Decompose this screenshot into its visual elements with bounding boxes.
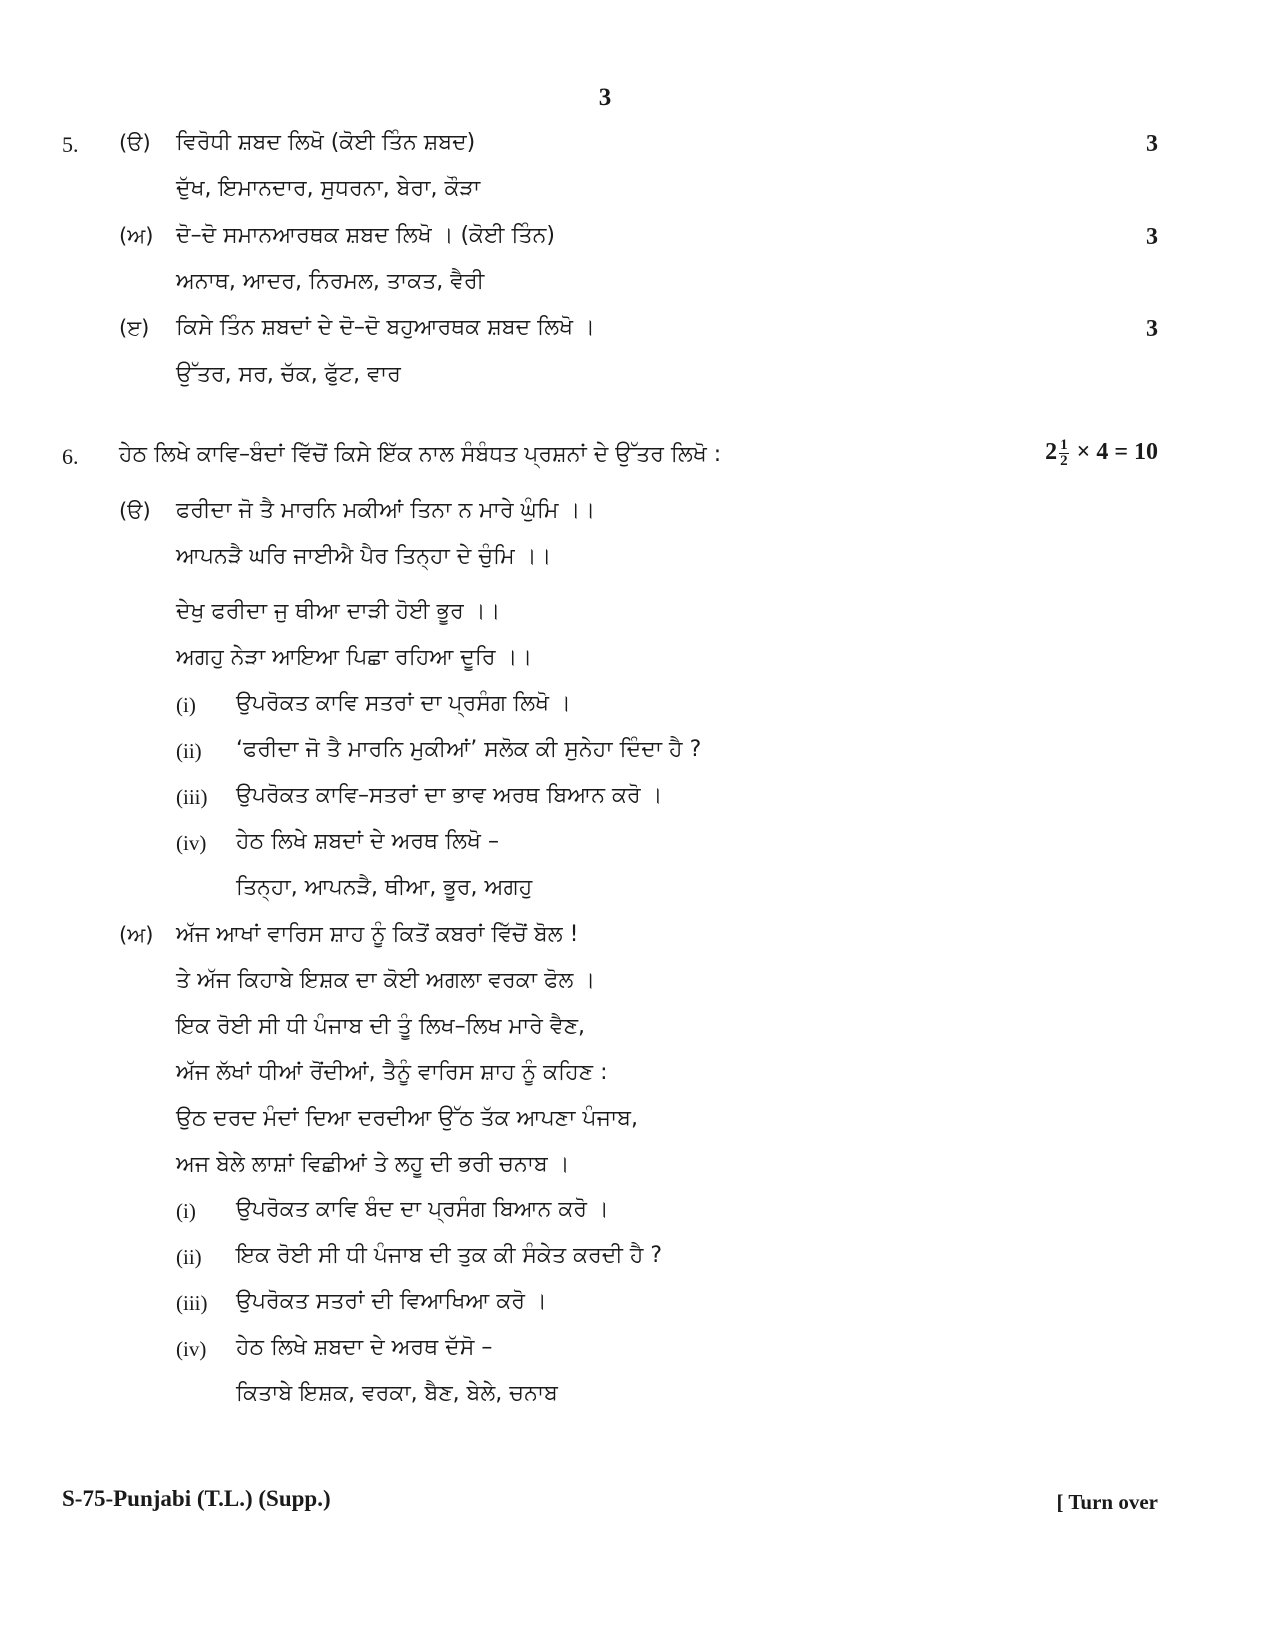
q6-marks-fraction xyxy=(1059,438,1069,469)
q5-part-a-marks: 3 xyxy=(1146,131,1158,157)
q6-part-a-q2-text: ‘ਫਰੀਦਾ ਜੋ ਤੈ ਮਾਰਨਿ ਮੁਕੀਆਂ’ ਸਲੋਕ ਕੀ ਸੁਨੇਹਾ ਦਿੰਦਾ ਹੈ ? xyxy=(236,737,702,762)
q6-instruction: ਹੇਠ ਲਿਖੇ ਕਾਵਿ–ਬੰਦਾਂ ਵਿੱਚੋਂ ਕਿਸੇ ਇੱਕ ਨਾਲ ਸੰਬੰਧਤ ਪ੍ਰਸ਼ਨਾਂ ਦੇ ਉੱਤਰ ਲਿਖੋ : xyxy=(119,442,722,467)
q5-part-c-marks: 3 xyxy=(1146,316,1158,342)
q5-part-b-label: (ਅ) xyxy=(119,224,154,248)
q6-part-b-q4-number: (iv) xyxy=(176,1337,207,1361)
q6-part-a-verse-4: ਅਗਹੁ ਨੇੜਾ ਆਇਆ ਪਿਛਾ ਰਹਿਆ ਦੂਰਿ ।। xyxy=(176,645,533,670)
q6-part-b-q3-number: (iii) xyxy=(176,1291,208,1315)
page-number: 3 xyxy=(598,84,612,111)
q5-part-b-marks: 3 xyxy=(1146,224,1158,250)
q6-part-b-verse-2: ਤੇ ਅੱਜ ਕਿਹਾਬੇ ਇਸ਼ਕ ਦਾ ਕੋਈ ਅਗਲਾ ਵਰਕਾ ਫੋਲ । xyxy=(176,968,596,993)
q5-part-b-instruction: ਦੋ–ਦੋ ਸਮਾਨਆਰਥਕ ਸ਼ਬਦ ਲਿਖੋ । (ਕੋਈ ਤਿੰਨ) xyxy=(176,223,555,248)
q6-part-a-q4-number: (iv) xyxy=(176,831,207,855)
paper-code: S-75-Punjabi (T.L.) (Supp.) xyxy=(62,1486,331,1511)
q5-part-a-words: ਦੁੱਖ, ਇਮਾਨਦਾਰ, ਸੁਧਰਨਾ, ਬੇਰਾ, ਕੌੜਾ xyxy=(176,176,481,201)
q6-marks-rest: × 4 = 10 xyxy=(1076,439,1158,465)
q6-part-a-label: (ੳ) xyxy=(119,499,151,523)
q6-marks xyxy=(1045,437,1158,469)
q6-part-a-verse-2: ਆਪਨੜੈ ਘਰਿ ਜਾਈਐ ਪੈਰ ਤਿਨ੍ਹਾ ਦੇ ਚੁੰਮਿ ।। xyxy=(176,544,552,569)
q5-part-c-label: (ੲ) xyxy=(119,316,150,340)
q6-part-a-q1-text: ਉਪਰੋਕਤ ਕਾਵਿ ਸਤਰਾਂ ਦਾ ਪ੍ਰਸੰਗ ਲਿਖੋ । xyxy=(236,691,571,716)
q6-marks-whole: 2 xyxy=(1045,439,1058,465)
question-5-number: 5. xyxy=(62,132,79,157)
q6-part-b-verse-6: ਅਜ ਬੇਲੇ ਲਾਸ਼ਾਂ ਵਿਛੀਆਂ ਤੇ ਲਹੂ ਦੀ ਭਰੀ ਚਨਾਬ । xyxy=(176,1152,570,1177)
q6-part-a-q3-number: (iii) xyxy=(176,785,208,809)
q6-part-b-verse-5: ਉਠ ਦਰਦ ਮੰਦਾਂ ਦਿਆ ਦਰਦੀਆ ਉੱਠ ਤੱਕ ਆਪਣਾ ਪੰਜਾਬ, xyxy=(176,1106,638,1131)
q6-part-b-verse-4: ਅੱਜ ਲੱਖਾਂ ਧੀਆਂ ਰੋਂਦੀਆਂ, ਤੈਨੂੰ ਵਾਰਿਸ ਸ਼ਾਹ ਨੂੰ ਕਹਿਣ : xyxy=(176,1060,608,1085)
q5-part-b-words: ਅਨਾਥ, ਆਦਰ, ਨਿਰਮਲ, ਤਾਕਤ, ਵੈਰੀ xyxy=(176,269,485,294)
q6-part-b-words: ਕਿਤਾਬੇ ਇਸ਼ਕ, ਵਰਕਾ, ਬੈਣ, ਬੇਲੇ, ਚਨਾਬ xyxy=(236,1381,558,1406)
q6-part-a-q3-text: ਉਪਰੋਕਤ ਕਾਵਿ–ਸਤਰਾਂ ਦਾ ਭਾਵ ਅਰਥ ਬਿਆਨ ਕਰੋ । xyxy=(236,783,663,808)
turn-over: [ Turn over xyxy=(1056,1490,1158,1514)
q6-part-b-q3-text: ਉਪਰੋਕਤ ਸਤਰਾਂ ਦੀ ਵਿਆਖਿਆ ਕਰੋ । xyxy=(236,1289,547,1314)
q5-part-a-instruction: ਵਿਰੋਧੀ ਸ਼ਬਦ ਲਿਖੋ (ਕੋਈ ਤਿੰਨ ਸ਼ਬਦ) xyxy=(176,130,476,155)
q6-part-b-q1-text: ਉਪਰੋਕਤ ਕਾਵਿ ਬੰਦ ਦਾ ਪ੍ਰਸੰਗ ਬਿਆਨ ਕਰੋ । xyxy=(236,1197,609,1222)
q6-marks-denominator: 2 xyxy=(1060,452,1068,469)
q6-part-a-q4-text: ਹੇਠ ਲਿਖੇ ਸ਼ਬਦਾਂ ਦੇ ਅਰਥ ਲਿਖੋ – xyxy=(236,829,499,854)
q6-part-a-verse-3: ਦੇਖੁ ਫਰੀਦਾ ਜੁ ਥੀਆ ਦਾੜੀ ਹੋਈ ਭੂਰ ।। xyxy=(176,599,501,624)
q6-part-a-words: ਤਿਨ੍ਹਾ, ਆਪਨੜੈ, ਥੀਆ, ਭੂਰ, ਅਗਹੁ xyxy=(236,875,533,900)
q6-part-a-q2-number: (ii) xyxy=(176,739,202,763)
q6-part-b-label: (ਅ) xyxy=(119,923,154,947)
question-6-number: 6. xyxy=(62,444,79,469)
q6-part-b-q1-number: (i) xyxy=(176,1199,196,1223)
q6-part-b-q4-text: ਹੇਠ ਲਿਖੇ ਸ਼ਬਦਾ ਦੇ ਅਰਥ ਦੱਸੋ – xyxy=(236,1335,493,1360)
q6-part-b-q2-text: ਇਕ ਰੋਈ ਸੀ ਧੀ ਪੰਜਾਬ ਦੀ ਤੁਕ ਕੀ ਸੰਕੇਤ ਕਰਦੀ ਹੈ ? xyxy=(236,1243,663,1268)
q5-part-c-instruction: ਕਿਸੇ ਤਿੰਨ ਸ਼ਬਦਾਂ ਦੇ ਦੋ–ਦੋ ਬਹੁਆਰਥਕ ਸ਼ਬਦ ਲਿਖੋ । xyxy=(176,315,595,340)
q5-part-c-words: ਉੱਤਰ, ਸਰ, ਚੱਕ, ਫੁੱਟ, ਵਾਰ xyxy=(176,362,401,387)
q6-part-b-q2-number: (ii) xyxy=(176,1245,202,1269)
q6-marks-numerator: 1 xyxy=(1060,436,1068,453)
q6-part-a-q1-number: (i) xyxy=(176,693,196,717)
q6-part-b-verse-3: ਇਕ ਰੋਈ ਸੀ ਧੀ ਪੰਜਾਬ ਦੀ ਤੂੰ ਲਿਖ–ਲਿਖ ਮਾਰੇ ਵੈਣ, xyxy=(176,1014,586,1039)
q6-part-b-verse-1: ਅੱਜ ਆਖਾਂ ਵਾਰਿਸ ਸ਼ਾਹ ਨੂੰ ਕਿਤੋਂ ਕਬਰਾਂ ਵਿੱਚੋਂ ਬੋਲ ! xyxy=(176,922,579,947)
q6-part-a-verse-1: ਫਰੀਦਾ ਜੋ ਤੈ ਮਾਰਨਿ ਮਕੀਆਂ ਤਿਨਾ ਨ ਮਾਰੇ ਘੁੰਮਿ ।। xyxy=(176,498,596,523)
q5-part-a-label: (ੳ) xyxy=(119,131,151,155)
